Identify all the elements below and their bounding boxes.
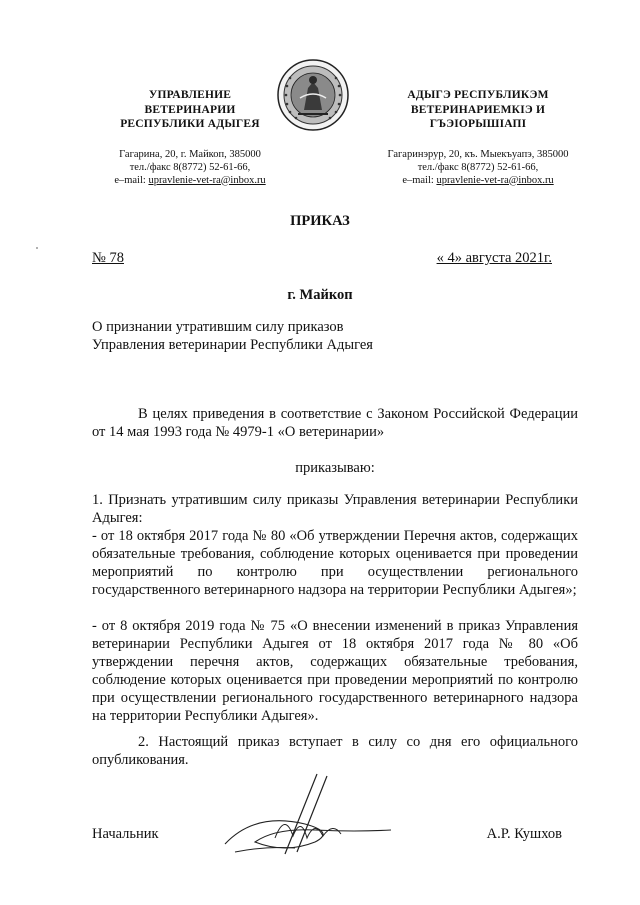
handwritten-signature: [215, 772, 405, 862]
order-date: « 4» августа 2021г.: [436, 250, 552, 266]
contacts-adyghe: [372, 148, 584, 187]
coat-of-arms-icon: [276, 58, 350, 132]
email-link[interactable]: upravlenie-vet-ra@inbox.ru: [436, 174, 554, 186]
address: Гагаринэрур, 20, къ. Мыекъуапэ, 385000: [387, 148, 569, 160]
signatory-name: А.Р. Кушхов: [486, 826, 562, 842]
org-name-adyghe: АДЫГЭ РЕСПУБЛИКЭМ ВЕТЕРИНАРИЕМКIЭ И ГЪЭIОРЫШIАПI: [407, 89, 549, 130]
scan-speck: [36, 247, 38, 249]
preamble: В целях приведения в соответствие с Законом Российской Федерации от 14 мая 1993 года № 4979-1 «О ветеринарии»: [92, 406, 578, 440]
org-name-russian: УПРАВЛЕНИЕ ВЕТЕРИНАРИИ РЕСПУБЛИКИ АДЫГЕЯ: [120, 89, 260, 130]
header-right-block: [372, 88, 584, 187]
contacts-russian: [78, 148, 302, 187]
item-1-sub-b: - от 8 октября 2019 года № 75 «О внесении изменений в приказ Управления ветеринарии Республики Адыгея от 18 октября 2017 года № 80 «Об утверждении перечня актов, содержащих обязательные требования, соблюдение которых оценивается при проведении мероприятий по контролю при осуществлении регионального государственного ветеринарного надзора на территории Республики Адыгея».: [92, 618, 578, 724]
document-title: ПРИКАЗ: [290, 213, 350, 229]
signatory-position: Начальник: [92, 826, 159, 842]
header-left-block: [78, 88, 302, 187]
email-line: e–mail: upravlenie-vet-ra@inbox.ru: [114, 174, 266, 186]
email-line: e–mail: upravlenie-vet-ra@inbox.ru: [402, 174, 554, 186]
city: г. Майкоп: [287, 287, 353, 303]
order-number: № 78: [92, 250, 124, 266]
order-subject: О признании утратившим силу приказов Управления ветеринарии Республики Адыгея: [92, 319, 373, 353]
item-1-sub-a: - от 18 октября 2017 года № 80 «Об утверждении Перечня актов, содержащих обязательные требования, соблюдение которых оценивается при проведении мероприятий по контролю при осуществлении регионального государственного ветеринарного надзора на территории Республики Адыгея»;: [92, 528, 578, 598]
order-word: приказываю:: [295, 460, 375, 476]
item-2: 2. Настоящий приказ вступает в силу со дня его официального опубликования.: [92, 734, 578, 768]
email-link[interactable]: upravlenie-vet-ra@inbox.ru: [148, 174, 266, 186]
address: Гагарина, 20, г. Майкоп, 385000: [119, 148, 261, 160]
phone: тел./факс 8(8772) 52-61-66,: [129, 161, 251, 173]
item-1: 1. Признать утратившим силу приказы Управления ветеринарии Республики Адыгея:: [92, 492, 578, 526]
phone: тел./факс 8(8772) 52-61-66,: [417, 161, 539, 173]
